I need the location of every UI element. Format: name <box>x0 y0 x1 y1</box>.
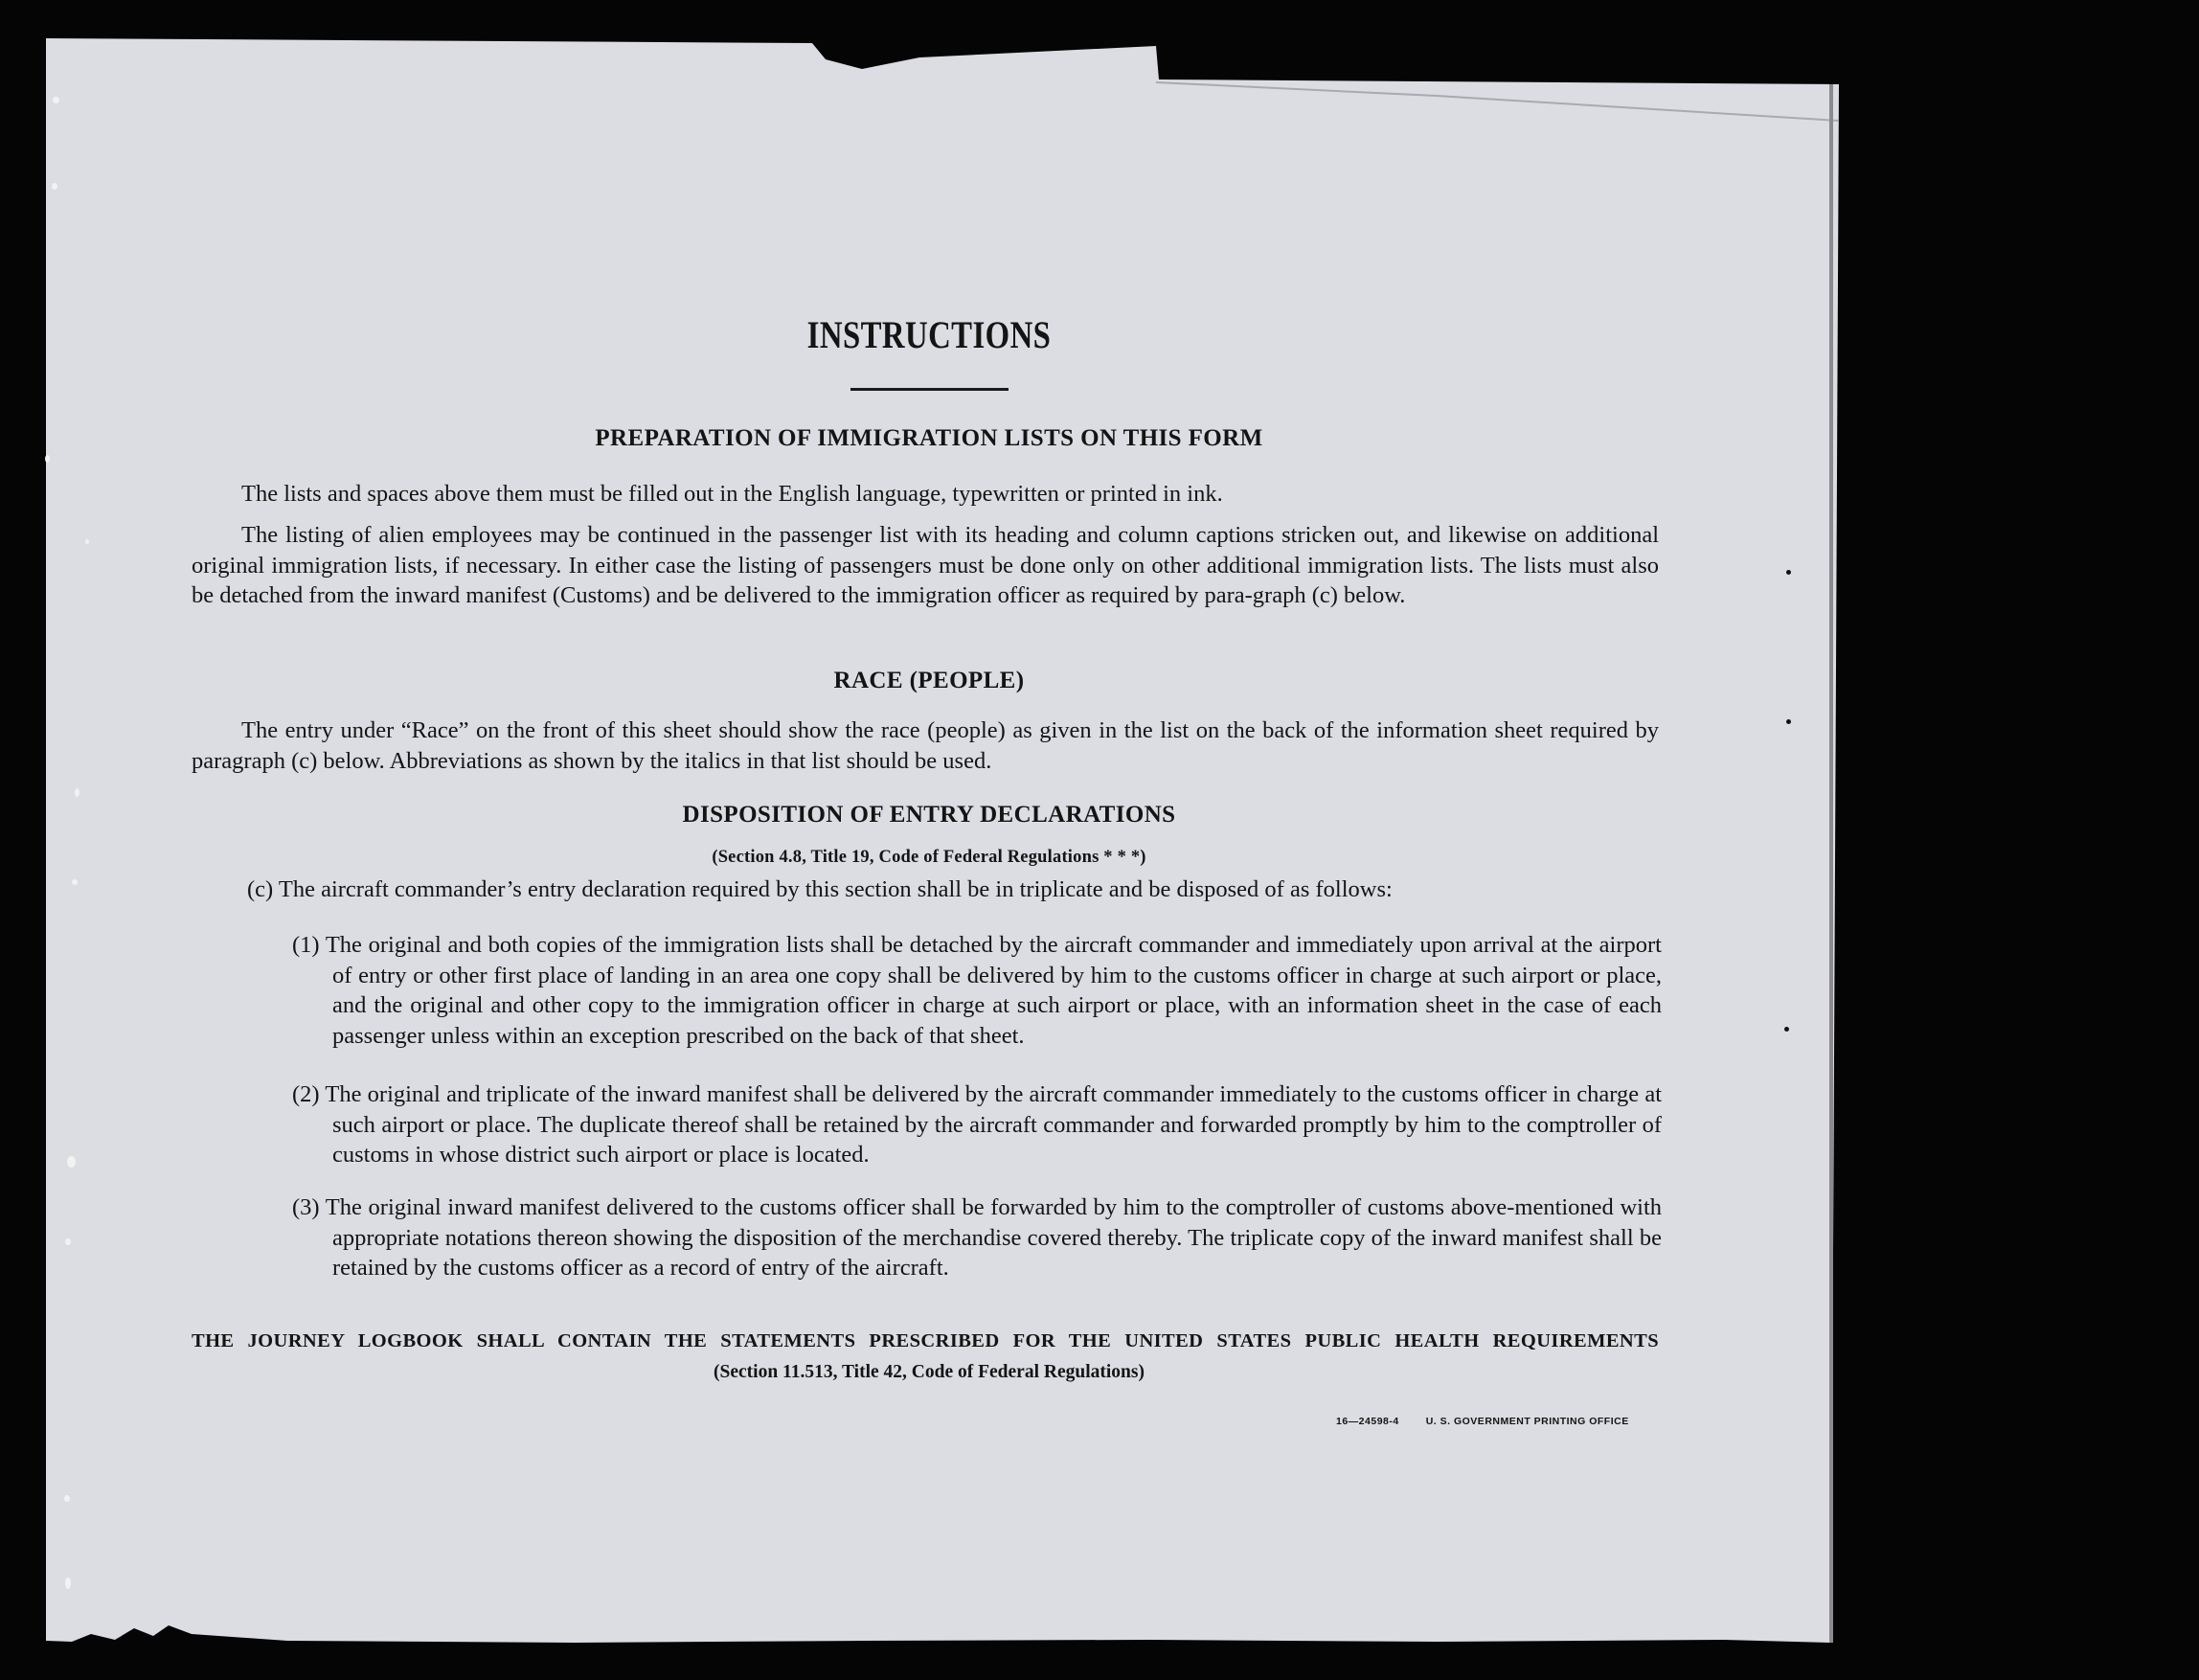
item-2-number: (2) <box>292 1081 320 1107</box>
speck <box>52 183 57 190</box>
title-underline <box>850 388 1009 391</box>
heading-preparation: PREPARATION OF IMMIGRATION LISTS ON THIS FORM <box>595 425 1263 451</box>
disposition-intro: (c) The aircraft commander’s entry declaration required by this section shall be in triplicate and be disposed of as follows: <box>247 876 1393 902</box>
speck <box>1786 570 1791 575</box>
preparation-paragraph-2 <box>192 520 1659 611</box>
print-code-line <box>1336 1407 1629 1438</box>
item-3-number: (3) <box>292 1194 320 1220</box>
paper-outline <box>46 38 1839 1643</box>
disposition-item-2 <box>292 1079 1662 1170</box>
item-2-text: The original and triplicate of the inward manifest shall be delivered by the aircraft commander immediately to the customs officer in charge at such airport or place. The duplicate thereof shall be retained by the aircraft commander and forwarded promptly by him to the comptroller of customs in whose district such airport or place is located. <box>325 1081 1662 1168</box>
speck <box>53 97 59 103</box>
speck <box>67 1156 76 1168</box>
preparation-text-1: The lists and spaces above them must be filled out in the English language, typewritten or printed in ink. <box>241 481 1223 507</box>
item-3-text: The original inward manifest delivered to the customs officer shall be forwarded by him to the comptroller of customs above-mentioned with appropriate notations thereon showing the disposition of the merchandise covered thereby. The triplicate copy of the inward manifest shall be retained by the customs officer as a record of entry of the aircraft. <box>325 1194 1663 1281</box>
item-1-text: The original and both copies of the immigration lists shall be detached by the aircraft commander and immediately upon arrival at the airport of entry or other first place of landing in an area one copy shall be delivered by him to the customs officer in charge at such airport or place, and the original and other copy to the immigration officer in charge at such airport or place, with an information sheet in the case of each passenger unless within an exception prescribed on the back of that sheet. <box>325 932 1662 1049</box>
preparation-paragraph-1 <box>192 479 1659 510</box>
speck <box>72 879 78 885</box>
heading-race: RACE (PEOPLE) <box>833 668 1025 693</box>
speck <box>75 788 79 797</box>
disposition-item-3 <box>292 1192 1662 1283</box>
race-paragraph <box>192 715 1659 776</box>
speck <box>1784 1027 1789 1032</box>
race-text: The entry under “Race” on the front of this sheet should show the race (people) as given in the list on the back of the information sheet required by paragraph (c) below. Abbreviations as shown by the italics in that list should be used. <box>192 717 1659 774</box>
speck <box>45 455 50 463</box>
speck <box>65 1238 71 1245</box>
footer-statement: THE JOURNEY LOGBOOK SHALL CONTAIN THE STATEMENTS PRESCRIBED FOR THE UNITED STATES PUBLIC HEALTH REQUIREMENTS <box>192 1330 1659 1351</box>
heading-disposition: DISPOSITION OF ENTRY DECLARATIONS <box>682 802 1176 828</box>
speck <box>1786 719 1791 724</box>
page-title: INSTRUCTIONS <box>806 313 1052 356</box>
speck <box>64 1495 70 1502</box>
item-1-number: (1) <box>292 932 320 958</box>
disposition-citation: (Section 4.8, Title 19, Code of Federal Regulations * * *) <box>712 848 1146 867</box>
form-print-number: 16—24598-4 <box>1336 1416 1399 1427</box>
disposition-item-1 <box>292 930 1662 1051</box>
footer-citation: (Section 11.513, Title 42, Code of Federal Regulations) <box>714 1362 1145 1382</box>
preparation-text-2: The listing of alien employees may be continued in the passenger list with its heading and column captions stricken out, and likewise on additional original immigration lists, if necessary. In either case the listing of passengers must be done only on other additional immigration lists. The lists must also be detached from the inward manifest (Customs) and be delivered to the immigration officer as required by para-graph (c) below. <box>192 522 1659 608</box>
printer-credit: U. S. GOVERNMENT PRINTING OFFICE <box>1425 1416 1629 1427</box>
speck <box>65 1578 71 1589</box>
speck <box>85 539 89 544</box>
